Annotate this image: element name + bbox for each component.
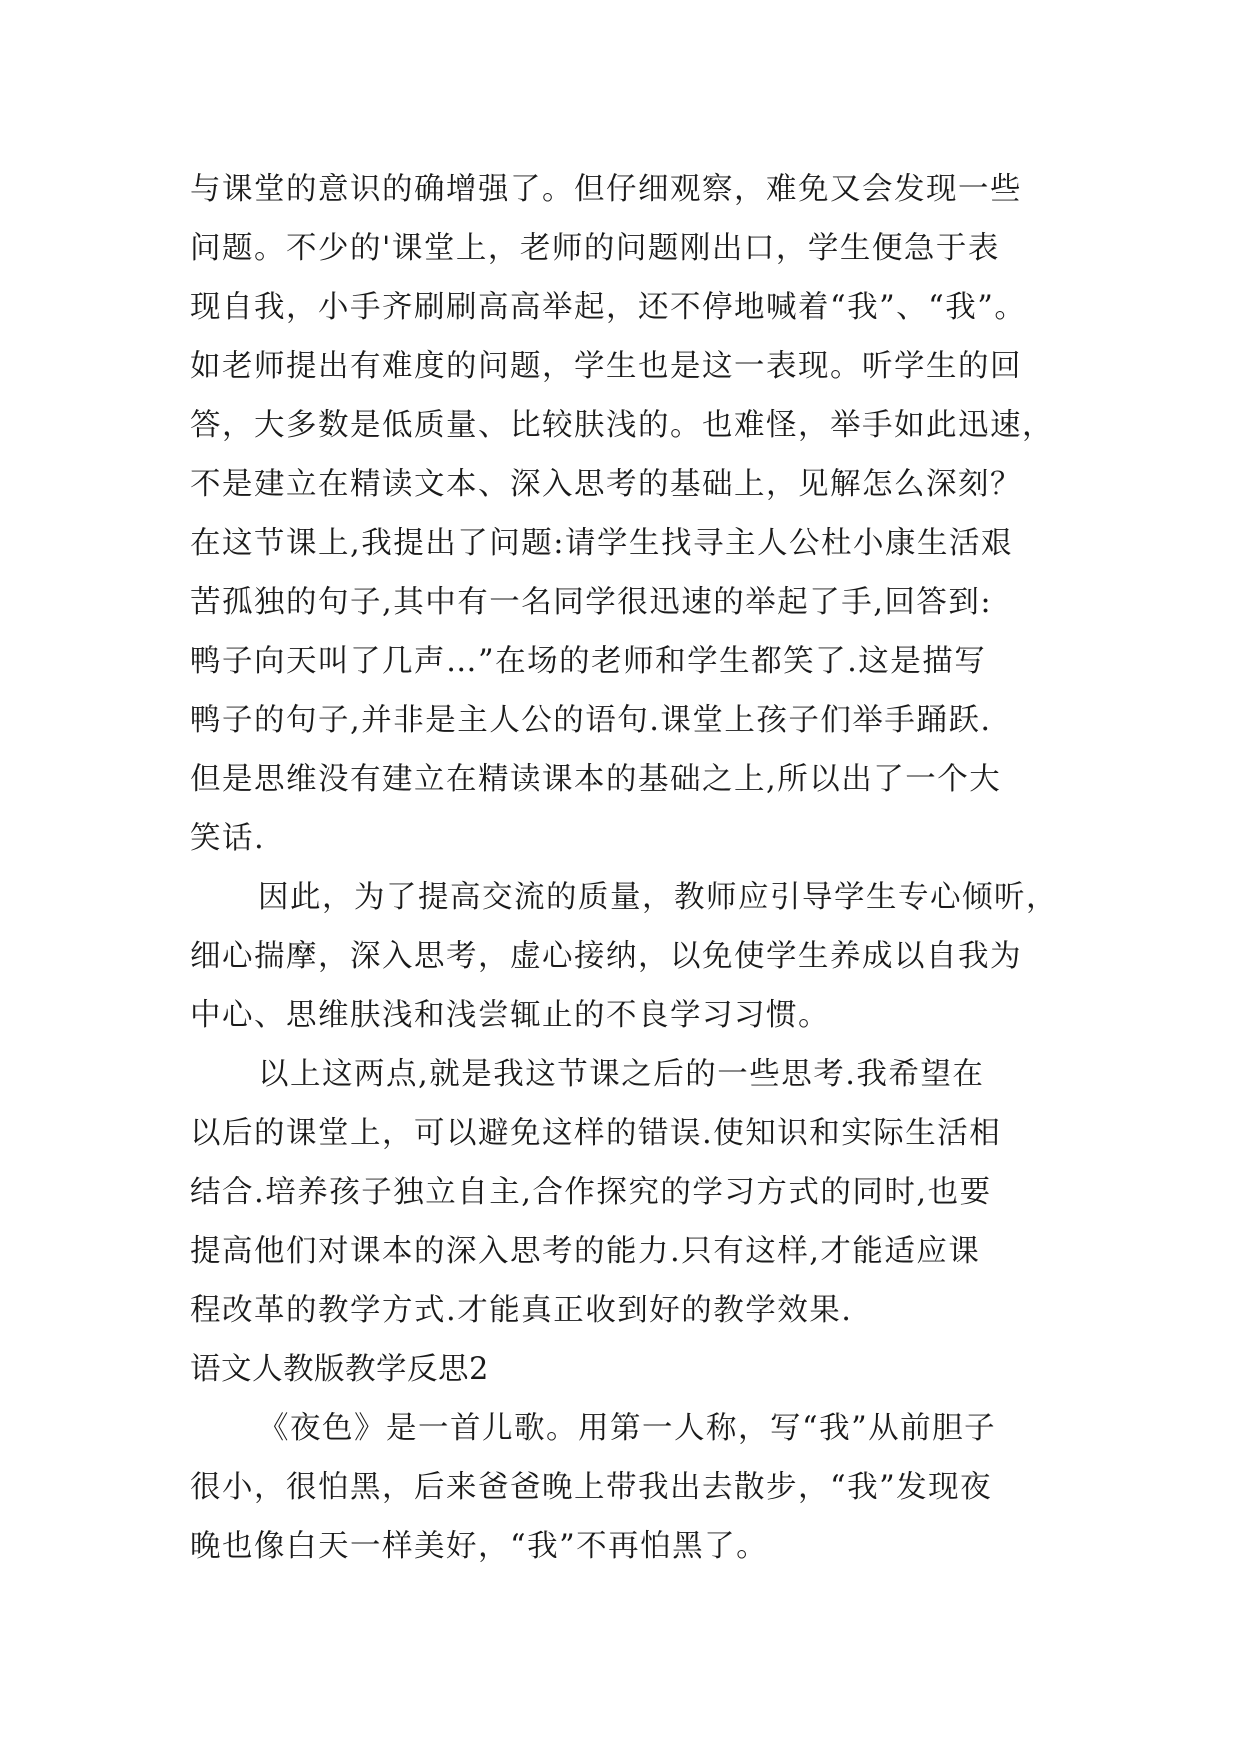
text-line: 苦孤独的句子,其中有一名同学很迅速的举起了手,回答到:: [190, 585, 993, 620]
text-line: 很小，很怕黑，后来爸爸晚上带我出去散步，“我”发现夜: [190, 1470, 993, 1505]
text-line: 晚也像白天一样美好，“我”不再怕黑了。: [190, 1529, 769, 1564]
text-line: 中心、思维肤浅和浅尝辄止的不良学习习惯。: [190, 998, 830, 1033]
text-line: 笑话.: [190, 821, 266, 856]
text-line: 在这节课上,我提出了问题:请学生找寻主人公杜小康生活艰: [190, 526, 1013, 561]
text-line: 鸭子向天叫了几声…”在场的老师和学生都笑了.这是描写: [190, 644, 987, 679]
text-line: 但是思维没有建立在精读课本的基础之上,所以出了一个大: [190, 762, 1002, 797]
text-line: 与课堂的意识的确增强了。但仔细观察，难免又会发现一些: [190, 172, 1022, 207]
text-line: 如老师提出有难度的问题，学生也是这一表现。听学生的回: [190, 349, 1022, 384]
section-heading: 语文人教版教学反思2: [190, 1352, 489, 1387]
text-line: 结合.培养孩子独立自主,合作探究的学习方式的同时,也要: [190, 1175, 992, 1210]
paragraph-start-line: 因此，为了提高交流的质量，教师应引导学生专心倾听，: [258, 880, 1058, 915]
text-line: 程改革的教学方式.才能真正收到好的教学效果.: [190, 1293, 853, 1328]
text-line: 细心揣摩，深入思考，虚心接纳，以免使学生养成以自我为: [190, 939, 1022, 974]
text-line: 现自我，小手齐刷刷高高举起，还不停地喊着“我”、“我”。: [190, 290, 1027, 325]
text-line: 鸭子的句子,并非是主人公的语句.课堂上孩子们举手踊跃.: [190, 703, 992, 738]
text-line: 答，大多数是低质量、比较肤浅的。也难怪，举手如此迅速，: [190, 408, 1054, 443]
text-line: 问题。不少的'课堂上，老师的问题刚出口，学生便急于表: [190, 231, 1000, 266]
text-line: 不是建立在精读文本、深入思考的基础上，见解怎么深刻？: [190, 467, 1022, 502]
text-line: 提高他们对课本的深入思考的能力.只有这样,才能适应课: [190, 1234, 981, 1269]
text-line: 以后的课堂上，可以避免这样的错误.使知识和实际生活相: [190, 1116, 1002, 1151]
paragraph-start-line: 《夜色》是一首儿歌。用第一人称，写“我”从前胆子: [258, 1411, 997, 1446]
document-body: [190, 160, 1058, 1576]
paragraph-start-line: 以上这两点,就是我这节课之后的一些思考.我希望在: [258, 1057, 985, 1092]
